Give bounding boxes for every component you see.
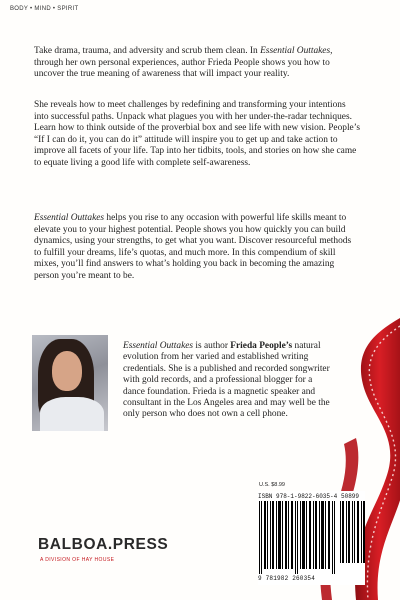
publisher-logo: BALBOA.PRESS	[38, 536, 169, 553]
blurb-paragraph-3	[34, 213, 360, 283]
isbn-digits: 9 781982 260354	[258, 575, 316, 582]
author-photo-shirt	[40, 397, 104, 431]
blurb-p1-title: Essential Outtakes,	[260, 46, 333, 56]
author-bio	[123, 341, 335, 421]
author-name: Frieda People’s	[230, 341, 293, 351]
publisher-tagline: A DIVISION OF HAY HOUSE	[40, 557, 115, 563]
blurb-paragraph-1	[34, 46, 360, 81]
price-barcode-icon	[340, 501, 365, 563]
author-bio-post: natural evolution from her varied and established writing credentials. She is a published and recorded songwriter with gold records, and a professional blogger for a dance foundation. Frieda is a magnetic speaker and consultant in the Los Angeles area and may well be the only person who does not own a cell phone.	[123, 341, 330, 420]
price-code: 50899	[341, 493, 360, 500]
price-label: U.S. $8.99	[259, 482, 285, 488]
isbn-barcode-icon	[258, 501, 336, 574]
blurb-p3-title: Essential Outtakes	[34, 213, 105, 223]
blurb-paragraph-2: She reveals how to meet challenges by redefining and transforming your intentions into successful paths. Unpack what plagues you with her under-the-radar techniques. Learn how to think outside of the proverbial box and see life with new vision. People’s “If I can do it, you can do it” attitude will inspire you to get up and take action to improve all facets of your life. Tap into her tidbits, tools, and stories on how she came to equate living a good life with complete self-awareness.	[34, 100, 360, 168]
author-photo-face	[52, 351, 82, 391]
category-label: BODY • MIND • SPIRIT	[10, 6, 79, 12]
author-bio-title: Essential Outtakes	[123, 341, 194, 351]
blurb-p1-post: through her own personal experiences, author Frieda People shows you how to uncover the true meaning of awareness that will impact your reality.	[34, 57, 330, 80]
blurb-p1-pre: Take drama, trauma, and adversity and scrub them clean. In	[34, 46, 261, 56]
author-photo	[32, 335, 108, 431]
blurb-p3-post: helps you rise to any occasion with powerful life skills meant to elevate you to your highest potential. People shows you how quickly you can build dynamics, using your strengths, to get what you want. Discover resourceful methods to fulfill your dreams, life’s quotas, and much more. In this compendium of skill mixes, you’ll find answers to what’s holding you back in becoming the amazing person you’re meant to be.	[34, 213, 352, 281]
isbn-text: ISBN 978-1-9822-6035-4	[258, 493, 338, 500]
author-bio-pre: is author	[193, 341, 231, 351]
